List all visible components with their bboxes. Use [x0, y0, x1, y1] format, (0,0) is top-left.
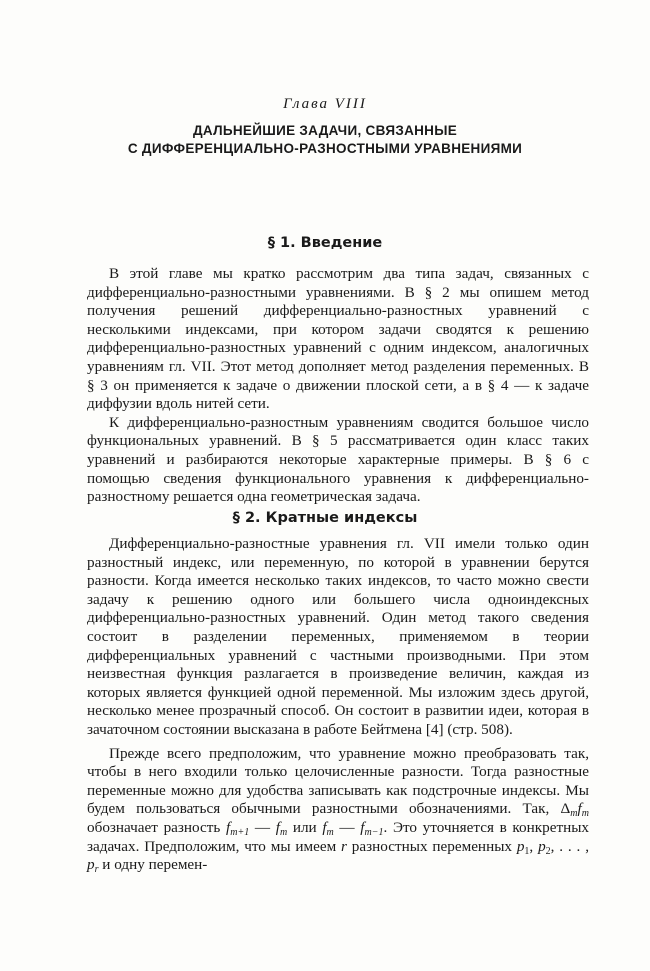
delta-operator — [560, 800, 589, 820]
r-symbol: r — [341, 837, 347, 855]
f4-sub: m−1 — [364, 826, 384, 838]
f1-symbol: f — [225, 818, 231, 836]
p2-text-b: обозначает разность — [87, 818, 226, 836]
minus-1: — — [249, 818, 276, 836]
p2-text-f: и одну перемен- — [98, 856, 208, 874]
p2-text-e: разностных переменных — [346, 837, 517, 855]
delta-symbol: Δ — [560, 800, 571, 818]
chapter-label: Глава VIII — [283, 96, 367, 112]
p1-symbol: p — [516, 837, 525, 855]
f2-sub: m — [279, 826, 288, 838]
f3-sub: m — [326, 826, 334, 838]
p2-sub: 2 — [545, 845, 551, 857]
chapter-title — [0, 122, 650, 158]
chapter-title-line-2: С ДИФФЕРЕНЦИАЛЬНО-РАЗНОСТНЫМИ УРАВНЕНИЯМИ — [127, 141, 523, 156]
comma-1: , — [529, 837, 539, 855]
minus-2: — — [333, 818, 361, 836]
f4-symbol: f — [360, 818, 365, 836]
chapter-title-line-1: ДАЛЬНЕЙШИЕ ЗАДАЧИ, СВЯЗАННЫЕ — [192, 123, 458, 138]
section-1-heading: § 1. Введение — [267, 235, 383, 251]
f-sub: m — [581, 808, 589, 820]
pr-symbol: p — [87, 856, 95, 874]
p1-sub: 1 — [524, 845, 530, 857]
section-1-paragraph-2: К дифференциально-разностным уравнениям сводится большое число функциональных уравнений. В § 5 рассматривается один класс таких уравнений и разбираются некоторые характерные примеры. В § 6 с помощью сведения функционального уравнения к дифференциально-разностному решается одна геометрическая задача. — [87, 413, 589, 506]
f-symbol: f — [577, 800, 582, 818]
f1-sub: m+1 — [230, 826, 250, 838]
section-2-heading: § 2. Кратные индексы — [232, 510, 418, 526]
p2-text-a: Прежде всего предположим, что уравнение можно преобразовать так, чтобы в него входили только целочисленные разности. Тогда разностные переменные можно для удобства записывать как подстрочные индексы. Мы будем пользоваться обычными разностными обозначениями. Так, — [87, 744, 589, 818]
section-2-body — [87, 535, 589, 875]
pr-sub: r — [94, 864, 99, 876]
delta-sub: m — [570, 808, 578, 820]
f2-symbol: f — [275, 818, 280, 836]
section-2-paragraph-2 — [87, 745, 589, 875]
p2-symbol: p — [538, 837, 546, 855]
p2-text-c: или — [287, 818, 323, 836]
section-1-paragraph-1: В этой главе мы кратко рассмотрим два типа задач, связанных с дифференциально-разностными уравнениями. В § 2 мы опишем метод получения решений дифференциально-разностных уравнений с несколькими индексами, при котором задачи сводятся к решению дифференциально-разностных уравнений с одним индексом, аналогичных уравнениям гл. VII. Этот метод дополняет метод разделения переменных. В § 3 он применяется к задаче о движении плоской сети, а в § 4 — к задаче диффузии вдоль нитей сети. — [87, 265, 589, 413]
f3-symbol: f — [322, 818, 327, 836]
p2-text-d: . Это уточняется в конкретных задачах. Предположим, что мы имеем — [87, 818, 590, 855]
section-1-body — [87, 265, 589, 507]
section-2-paragraph-1: Дифференциально-разностные уравнения гл. VII имели только один разностный индекс, или переменную, по которой в уравнении берутся разности. Когда имеется несколько таких индексов, то часто можно свести задачу к решению одного или большего числа одноиндексных дифференциально-разностных уравнений. Один метод такого сведения состоит в разделении переменных, применяемом в теории дифференциальных уравнений с частными производными. При этом неизвестная функция разлагается в произведение величин, каждая из которых является функцией одной переменной. Мы изложим здесь другой, несколько менее прозрачный способ. Он состоит в развитии идеи, которая в зачаточном состоянии высказана в работе Бейтмена [4] (стр. 508). — [87, 535, 589, 738]
ellipsis: , . . . , — [550, 837, 589, 855]
